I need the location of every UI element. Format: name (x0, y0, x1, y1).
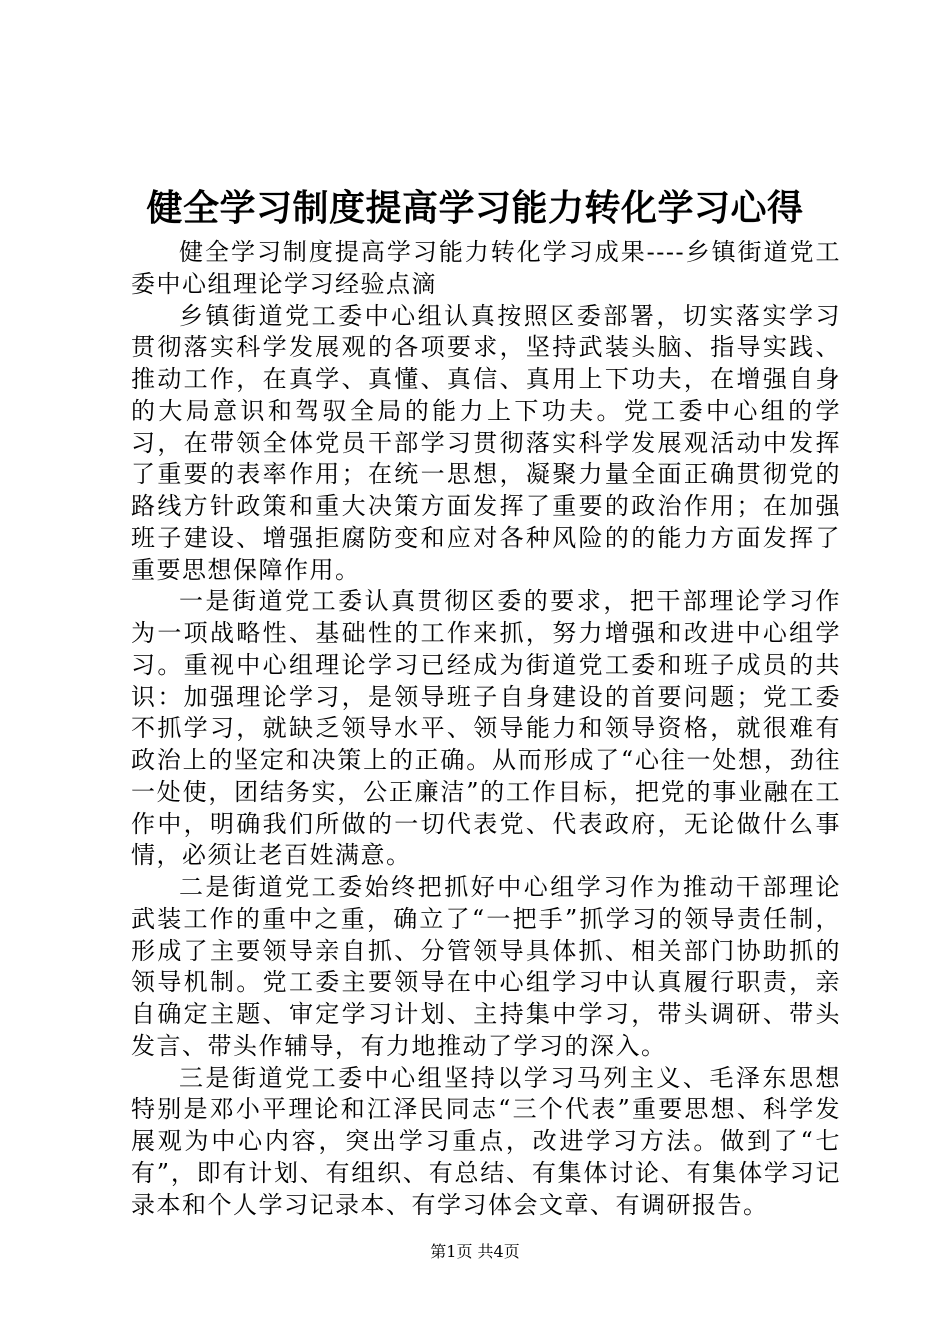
document-title: 健全学习制度提高学习能力转化学习心得 (146, 187, 804, 229)
page-number-footer: 第1页 共4页 (430, 1242, 520, 1261)
document-body (131, 237, 841, 1221)
paragraph-point-three: 三是街道党工委中心组坚持以学习马列主义、毛泽东思想特别是邓小平理论和江泽民同志“三个代表”重要思想、科学发展观为中心内容，突出学习重点，改进学习方法。做到了“七有”，即有计划、有组织、有总结、有集体讨论、有集体学习记录本和个人学习记录本、有学习体会文章、有调研报告。 (131, 1063, 841, 1219)
paragraph-subtitle: 健全学习制度提高学习能力转化学习成果----乡镇街道党工委中心组理论学习经验点滴 (131, 238, 841, 298)
paragraph-point-one: 一是街道党工委认真贯彻区委的要求，把干部理论学习作为一项战略性、基础性的工作来抓，努力增强和改进中心组学习。重视中心组理论学习已经成为街道党工委和班子成员的共识：加强理论学习，是领导班子自身建设的首要问题；党工委不抓学习，就缺乏领导水平、领导能力和领导资格，就很难有政治上的坚定和决策上的正确。从而形成了“心往一处想，劲往一处使，团结务实，公正廉洁”的工作目标，把党的事业融在工作中，明确我们所做的一切代表党、代表政府，无论做什么事情，必须让老百姓满意。 (131, 587, 841, 870)
paragraph-intro: 乡镇街道党工委中心组认真按照区委部署，切实落实学习贯彻落实科学发展观的各项要求，坚持武装头脑、指导实践、推动工作，在真学、真懂、真信、真用上下功夫，在增强自身的大局意识和驾驭全局的能力上下功夫。党工委中心组的学习，在带领全体党员干部学习贯彻落实科学发展观活动中发挥了重要的表率作用；在统一思想，凝聚力量全面正确贯彻党的路线方针政策和重大决策方面发挥了重要的政治作用；在加强班子建设、增强拒腐防变和应对各种风险的的能力方面发挥了重要思想保障作用。 (131, 301, 841, 584)
paragraph-point-two: 二是街道党工委始终把抓好中心组学习作为推动干部理论武装工作的重中之重，确立了“一把手”抓学习的领导责任制，形成了主要领导亲自抓、分管领导具体抓、相关部门协助抓的领导机制。党工委主要领导在中心组学习中认真履行职责，亲自确定主题、审定学习计划、主持集中学习，带头调研、带头发言、带头作辅导，有力地推动了学习的深入。 (131, 873, 841, 1060)
